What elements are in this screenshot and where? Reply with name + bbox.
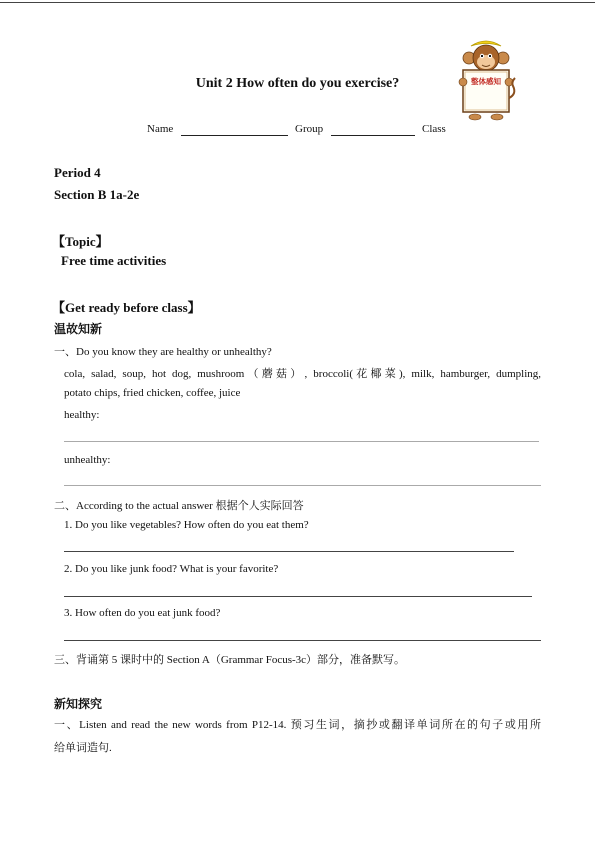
- q2-item-2: 2. Do you like junk food? What is your favorite?: [64, 563, 279, 575]
- q3-prompt: 三、背诵第 5 课时中的 Section A（Grammar Focus-3c）部分，准备默写。: [54, 654, 406, 666]
- q1-words-line1: cola, salad, soup, hot dog, mushroom（蘑菇）, broccoli(花椰菜), milk, hamburger, dumpling,: [64, 368, 541, 380]
- q2-item-3-answer-line[interactable]: [64, 640, 541, 641]
- explore-line-2: 给单词造句.: [54, 742, 112, 754]
- healthy-answer-line[interactable]: [64, 441, 539, 442]
- unhealthy-label: unhealthy:: [64, 454, 111, 466]
- healthy-label: healthy:: [64, 409, 100, 421]
- class-label: Class: [422, 123, 446, 135]
- name-label: Name: [147, 123, 174, 135]
- review-label: 温故知新: [54, 322, 103, 336]
- q1-words-line2: potato chips, fried chicken, coffee, juice: [64, 387, 241, 399]
- section-label: Section B 1a-2e: [54, 187, 140, 202]
- mascot-sign-text: 整体感知: [471, 77, 501, 86]
- name-field[interactable]: [181, 124, 288, 136]
- period-label: Period 4: [54, 165, 101, 180]
- q2-prompt: 二、According to the actual answer 根据个人实际回答: [54, 500, 304, 512]
- q2-item-2-answer-line[interactable]: [64, 596, 532, 597]
- q2-item-1-answer-line[interactable]: [64, 551, 514, 552]
- q2-item-1: 1. Do you like vegetables? How often do you eat them?: [64, 519, 309, 531]
- group-label: Group: [295, 123, 324, 135]
- page-title: Unit 2 How often do you exercise?: [195, 76, 400, 91]
- explore-heading: 新知探究: [54, 697, 103, 711]
- top-rule: [0, 2, 595, 3]
- topic-content: Free time activities: [61, 253, 167, 268]
- get-ready-heading: 【Get ready before class】: [52, 300, 201, 315]
- explore-line-1: 一、Listen and read the new words from P12-14. 预习生词，摘抄或翻译单词所在的句子或用所: [54, 719, 541, 731]
- group-field[interactable]: [331, 124, 415, 136]
- q2-item-3: 3. How often do you eat junk food?: [64, 607, 221, 619]
- monkey-mascot-icon: [455, 38, 517, 124]
- topic-heading: 【Topic】: [52, 234, 109, 249]
- q1-prompt: 一、Do you know they are healthy or unhealthy?: [54, 346, 272, 358]
- unhealthy-answer-line[interactable]: [64, 485, 541, 486]
